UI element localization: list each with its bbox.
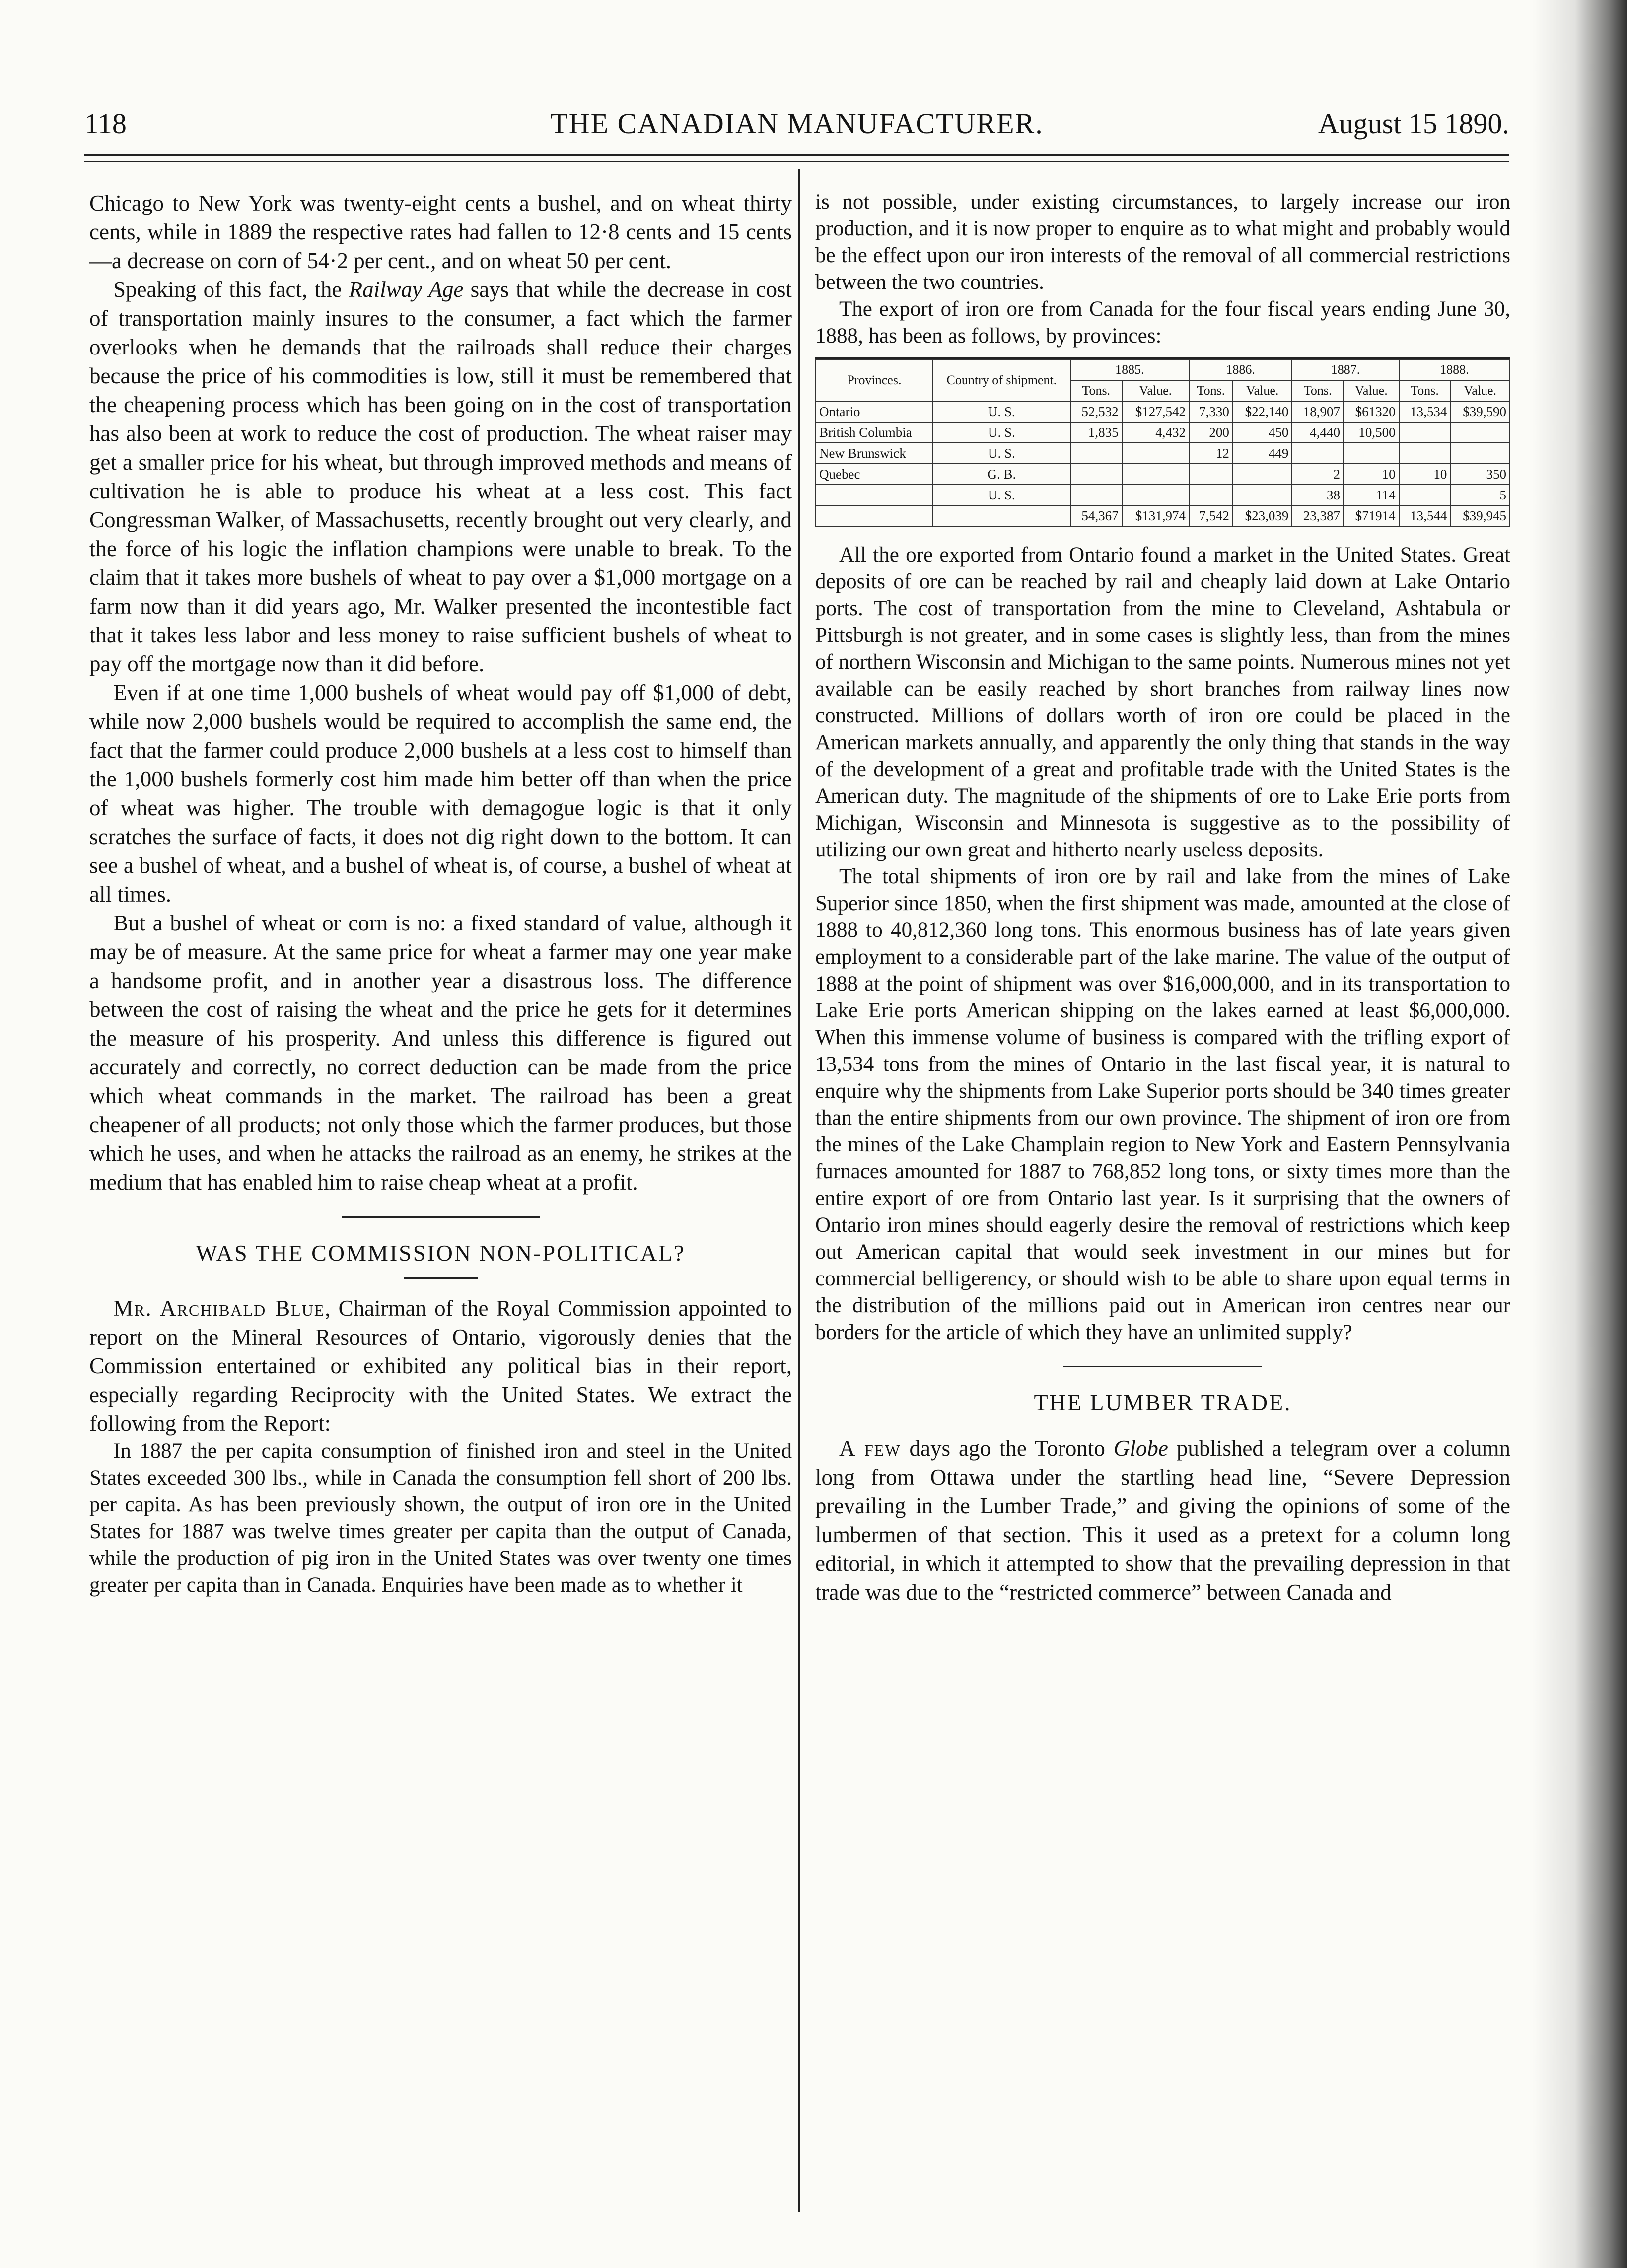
publication-title: THE CANADIAN MANUFACTURER. bbox=[550, 107, 1044, 140]
cell-value: $61320 bbox=[1344, 401, 1399, 422]
cell-total: 7,542 bbox=[1189, 505, 1233, 526]
cell-value: 2 bbox=[1292, 464, 1344, 485]
cell-country: U. S. bbox=[933, 443, 1070, 464]
cell-province: New Brunswick bbox=[816, 443, 933, 464]
cell-value: 7,330 bbox=[1189, 401, 1233, 422]
cell-province bbox=[816, 485, 933, 505]
cell-value bbox=[1344, 443, 1399, 464]
publication-name: Railway Age bbox=[349, 277, 464, 302]
cell-value bbox=[1189, 464, 1233, 485]
col-header-country: Country of shipment. bbox=[933, 359, 1070, 401]
cell-value bbox=[1450, 422, 1510, 443]
cell-value: 10 bbox=[1344, 464, 1399, 485]
cell-value bbox=[1450, 443, 1510, 464]
paragraph: The total shipments of iron ore by rail and lake from the mines of Lake Superior since 1850, when the first shipment was made, amounted at the close of 1888 to 40,812,360 long tons. This enormous business has of late years given employment to a considerable part of the lake marine. The value of the output of 1888 at the point of shipment was over $16,000,000, and in its transportation to Lake Erie ports American shipping on the lakes earned at least $6,000,000. When this immense volume of business is compared with the trifling export of 13,534 tons from the mines of Ontario in the last fiscal year, it is natural to enquire why the shipments from Lake Superior ports should be 340 times greater than the entire shipments from our own province. The shipment of iron ore from the mines of the Lake Champlain region to New York and Eastern Pennsylvania furnaces amounted for 1887 to 768,852 long tons, or sixty times more than the entire export of ore from Ontario last year. Is it surprising that the owners of Ontario iron mines should eagerly desire the removal of restrictions which keep out American capital that would seek investment in our mines but for commercial belligerency, or should wish to be able to share upon equal terms in the distribution of the millions paid out in American iron centres near our borders for the article of which they have an unlimited supply? bbox=[815, 865, 1510, 1344]
cell-value: $39,590 bbox=[1450, 401, 1510, 422]
cell-value bbox=[1399, 422, 1451, 443]
page-edge-shadow bbox=[1533, 0, 1627, 2268]
cell-value: 38 bbox=[1292, 485, 1344, 505]
col-header-provinces: Provinces. bbox=[816, 359, 933, 401]
text-span: , Chairman of the Royal Commission appointed to report on the Mineral Resources of Ontario, vigorously denies that the Commission entertained or exhibited any political bias in their report, especially regarding Reciprocity with the United States. We extract the following from the Report: bbox=[89, 1296, 792, 1436]
col-header-year: 1886. bbox=[1189, 359, 1292, 380]
cell-value bbox=[1233, 464, 1292, 485]
iron-ore-table bbox=[815, 357, 1510, 527]
cell-value: 12 bbox=[1189, 443, 1233, 464]
cell-province: British Columbia bbox=[816, 422, 933, 443]
table-row bbox=[816, 443, 1510, 464]
paragraph-commission bbox=[89, 1294, 792, 1438]
paragraph: Chicago to New York was twenty-eight cents a bushel, and on wheat thirty cents, while in 1889 the respective rates had fallen to 12·8 cents and 15 cents—a decrease on corn of 54·2 per cent., and on wheat 50 per cent. bbox=[89, 191, 792, 273]
cell-value bbox=[1233, 485, 1292, 505]
sub-header-tons: Tons. bbox=[1070, 380, 1122, 401]
cell-value bbox=[1399, 443, 1451, 464]
col-header-year: 1885. bbox=[1070, 359, 1189, 380]
paragraph: All the ore exported from Ontario found a market in the United States. Great deposits of ore can be reached by rail and cheaply laid down at Lake Ontario ports. The cost of transportation from the mine to Cleveland, Ashtabula or Pittsburgh is not greater, and in some cases is slightly less, than from the mines of northern Wisconsin and Michigan to the same points. Numerous mines not yet available can be easily reached by short branches from railway lines now constructed. Millions of dollars worth of iron ore could be placed in the American markets annually, and apparently the only thing that stands in the way of the development of a great and profitable trade with the United States is the American duty. The magnitude of the shipments of ore to Lake Erie ports from Michigan, Wisconsin and Minnesota is suggestive as to the possibility of utilizing our own great and hitherto nearly useless deposits. bbox=[815, 543, 1510, 861]
cell-value bbox=[1070, 443, 1122, 464]
paragraph: But a bushel of wheat or corn is no: a fixed standard of value, although it may be of measure. At the same price for wheat a farmer may one year make a handsome profit, and in another year a disastrous loss. The difference between the cost of raising the wheat and the price he gets for it determines the measure of his prosperity. And unless this difference is figured out accurately and correctly, no correct deduction can be made from the price which wheat commands in the market. The railroad has been a great cheapener of all products; not only those which the farmer produces, but those which he uses, and when he attacks the railroad as an enemy, he strikes at the medium that has enabled him to raise cheap wheat at a profit. bbox=[89, 911, 792, 1195]
cell-province: Ontario bbox=[816, 401, 933, 422]
paragraph-report-extract: In 1887 the per capita consumption of finished iron and steel in the United States exceeded 300 lbs., while in Canada the consumption fell short of 200 lbs. per capita. As has been previously shown, the output of iron ore in the United States for 1887 was twelve times greater per capita than the output of Canada, while the production of pig iron in the United States was over twenty one times greater per capita than in Canada. Enquiries have been made as to whether it bbox=[89, 1439, 792, 1597]
cell-province: Quebec bbox=[816, 464, 933, 485]
cell-country: G. B. bbox=[933, 464, 1070, 485]
person-name: Mr. Archibald Blue bbox=[113, 1296, 325, 1321]
sub-header-tons: Tons. bbox=[1189, 380, 1233, 401]
paragraph: is not possible, under existing circumstances, to largely increase our iron production, and it is now proper to enquire as to what might and probably would be the effect upon our iron interests of the removal of all commercial restrictions between the two countries. bbox=[815, 190, 1510, 294]
right-column bbox=[815, 189, 1510, 1607]
table-row bbox=[816, 422, 1510, 443]
cell-value bbox=[1399, 485, 1451, 505]
cell-total: $39,945 bbox=[1450, 505, 1510, 526]
header-rule-thin bbox=[84, 161, 1509, 162]
table-totals-row bbox=[816, 505, 1510, 526]
heading-underline bbox=[404, 1277, 478, 1279]
left-column bbox=[89, 189, 792, 1599]
cell-total: $71914 bbox=[1344, 505, 1399, 526]
cell-total: 13,544 bbox=[1399, 505, 1451, 526]
ore-export-table bbox=[815, 359, 1510, 527]
lead-words: A few bbox=[839, 1436, 901, 1461]
cell-total: $23,039 bbox=[1233, 505, 1292, 526]
cell-value bbox=[1070, 485, 1122, 505]
section-separator bbox=[1063, 1366, 1262, 1367]
cell-value: 10,500 bbox=[1344, 422, 1399, 443]
cell-value: 52,532 bbox=[1070, 401, 1122, 422]
cell-total: $131,974 bbox=[1122, 505, 1189, 526]
table-row bbox=[816, 464, 1510, 485]
cell-country: U. S. bbox=[933, 485, 1070, 505]
cell-value: 114 bbox=[1344, 485, 1399, 505]
table-row bbox=[816, 485, 1510, 505]
cell-value bbox=[1122, 485, 1189, 505]
cell-value: 350 bbox=[1450, 464, 1510, 485]
cell-country: U. S. bbox=[933, 422, 1070, 443]
cell-value: 5 bbox=[1450, 485, 1510, 505]
cell-value bbox=[1189, 485, 1233, 505]
cell-value: $127,542 bbox=[1122, 401, 1189, 422]
section-heading: THE LUMBER TRADE. bbox=[1034, 1390, 1292, 1415]
section-separator bbox=[342, 1216, 540, 1218]
section-heading: WAS THE COMMISSION NON-POLITICAL? bbox=[196, 1240, 686, 1266]
col-header-year: 1888. bbox=[1399, 359, 1510, 380]
cell-value: 18,907 bbox=[1292, 401, 1344, 422]
table-row bbox=[816, 401, 1510, 422]
cell-value: 449 bbox=[1233, 443, 1292, 464]
cell-value bbox=[1122, 464, 1189, 485]
paragraph-lumber bbox=[815, 1434, 1510, 1607]
paragraph-railway-age bbox=[89, 275, 792, 678]
cell-value: 10 bbox=[1399, 464, 1451, 485]
paragraph: The export of iron ore from Canada for the four fiscal years ending June 30, 1888, has been as follows, by provinces: bbox=[815, 297, 1510, 348]
page-header bbox=[84, 107, 1509, 151]
cell-value: 450 bbox=[1233, 422, 1292, 443]
cell-value bbox=[1070, 464, 1122, 485]
issue-date: August 15 1890. bbox=[1318, 107, 1509, 140]
sub-header-tons: Tons. bbox=[1399, 380, 1451, 401]
cell-value: 1,835 bbox=[1070, 422, 1122, 443]
cell-value bbox=[1122, 443, 1189, 464]
col-header-year: 1887. bbox=[1292, 359, 1399, 380]
sub-header-value: Value. bbox=[1450, 380, 1510, 401]
cell-value bbox=[1292, 443, 1344, 464]
text-span: published a telegram over a column long from Ottawa under the startling head line, “Severe Depression prevailing in the Lumber Trade,” and giving the opinions of some of the lumbermen of that section. This it used as a pretext for a column long editorial, in which it attempted to show that the prevailing depression in that trade was due to the “restricted commerce” between Canada and bbox=[815, 1436, 1510, 1605]
sub-header-value: Value. bbox=[1122, 380, 1189, 401]
header-rule-thick bbox=[84, 154, 1509, 156]
cell-total: 23,387 bbox=[1292, 505, 1344, 526]
cell-value: 4,432 bbox=[1122, 422, 1189, 443]
cell-empty bbox=[933, 505, 1070, 526]
cell-value: 13,534 bbox=[1399, 401, 1451, 422]
cell-empty bbox=[816, 505, 933, 526]
cell-total: 54,367 bbox=[1070, 505, 1122, 526]
text-span: says that while the decrease in cost of transportation mainly insures to the consumer, a fact which the farmer overlooks when he demands that the railroads shall reduce their charges because the price of his commodities is low, still it must be remembered that the cheapening process which has been going on in the cost of transportation has also been at work to reduce the cost of production. The wheat raiser may get a smaller price for his wheat, but through improved methods and means of cultivation he is able to produce his wheat at a less cost. This fact Congressman Walker, of Massachusetts, recently brought out very clearly, and the force of his logic the inflation champions were unable to break. To the claim that it takes more bushels of wheat to pay over a $1,000 mortgage on a farm now than it did years ago, Mr. Walker presented the incontestible fact that it takes less labor and less money to raise sufficient bushels of wheat to pay off the mortgage now than it did before. bbox=[89, 277, 792, 676]
sub-header-value: Value. bbox=[1344, 380, 1399, 401]
paragraph: Even if at one time 1,000 bushels of wheat would pay off $1,000 of debt, while now 2,000 bushels would be required to accomplish the same end, the fact that the farmer could produce 2,000 bushels at a less cost to himself than the 1,000 bushels formerly cost him made him better off than when the price of wheat was higher. The trouble with demagogue logic is that it only scratches the surface of facts, it does not dig right down to the bottom. It can see a bushel of wheat, and a bushel of wheat is, of course, a bushel of wheat at all times. bbox=[89, 680, 792, 907]
page-number: 118 bbox=[84, 107, 127, 140]
cell-value: 200 bbox=[1189, 422, 1233, 443]
cell-value: $22,140 bbox=[1233, 401, 1292, 422]
text-span: days ago the Toronto bbox=[901, 1436, 1114, 1461]
text-span: Speaking of this fact, the bbox=[113, 277, 349, 302]
newspaper-name: Globe bbox=[1113, 1436, 1168, 1461]
sub-header-value: Value. bbox=[1233, 380, 1292, 401]
column-divider bbox=[798, 169, 800, 2212]
sub-header-tons: Tons. bbox=[1292, 380, 1344, 401]
cell-country: U. S. bbox=[933, 401, 1070, 422]
cell-value: 4,440 bbox=[1292, 422, 1344, 443]
